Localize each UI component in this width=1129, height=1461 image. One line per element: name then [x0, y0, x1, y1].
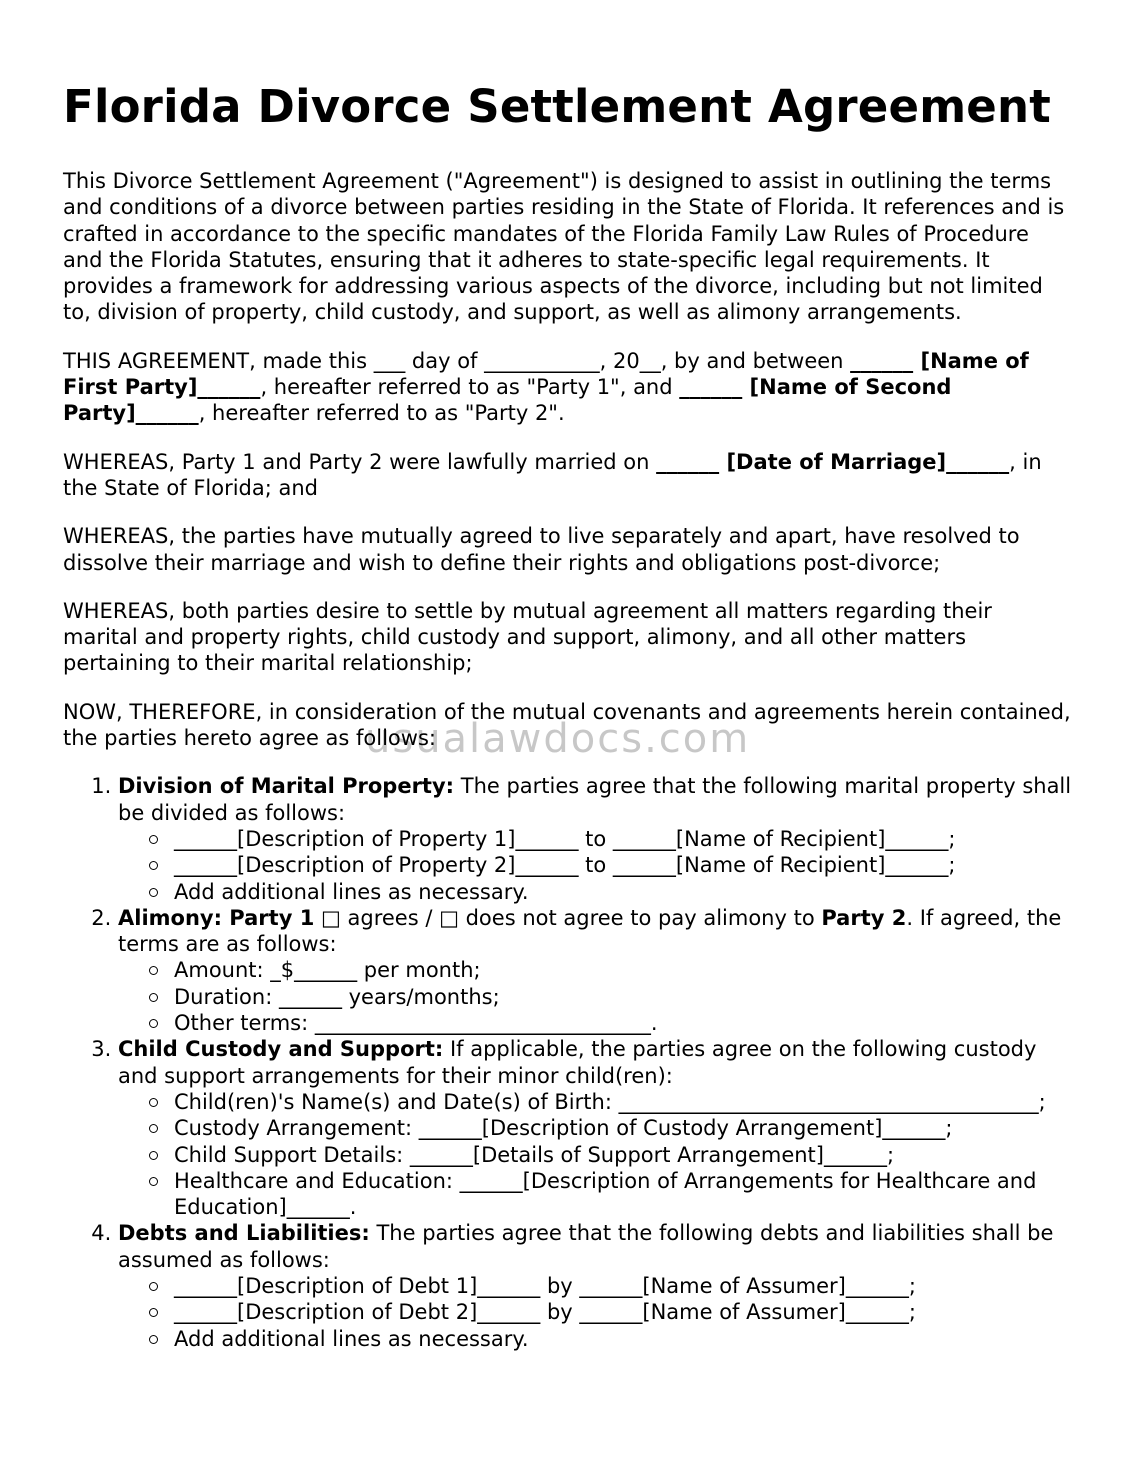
whereas-separate-paragraph: WHEREAS, the parties have mutually agreed to live separately and apart, have resolved to dissolve their marriage and wish to define their rights and obligations post-divorce;: [63, 524, 1020, 575]
section-heading: Division of Marital Property:: [118, 774, 455, 799]
whereas-married-text-2: , in the State of Florida; and: [63, 449, 1042, 500]
list-item: Add additional lines as necessary.: [174, 1326, 1073, 1352]
list-item: Child(ren)'s Name(s) and Date(s) of Birth: ________________________________________;: [174, 1089, 1073, 1115]
list-item: Custody Arrangement: ______[Description of Custody Arrangement]______;: [174, 1115, 1073, 1141]
whereas-married-text-1: WHEREAS, Party 1 and Party 2 were lawfully married on: [63, 449, 657, 474]
section-heading: Alimony: Party 1: [118, 905, 315, 930]
section-alimony: [118, 905, 1073, 1036]
party-2-label: Party 2: [821, 905, 907, 930]
custody-items: [118, 1089, 1073, 1220]
list-item: ______[Description of Property 1]______ to ______[Name of Recipient]______;: [174, 826, 1073, 852]
agreement-text-2: , hereafter referred to as "Party 1", and: [260, 375, 680, 400]
date-of-marriage-blank: ______ [Date of Marriage]______: [656, 449, 1010, 474]
whereas-settle-paragraph: WHEREAS, both parties desire to settle by mutual agreement all matters regarding their marital and property rights, child custody and support, alimony, and all other matters pertaining to their marital relationship;: [63, 598, 992, 676]
section-text: If applicable, the parties agree on the following custody and support arrangements for their minor child(ren):: [118, 1037, 1037, 1088]
alimony-items: [118, 957, 1073, 1036]
agreement-paragraph: [63, 348, 1073, 427]
document-title: Florida Divorce Settlement Agreement: [63, 80, 1051, 133]
section-text: The parties agree that the following debts and liabilities shall be assumed as follows:: [118, 1221, 1054, 1272]
section-text: The parties agree that the following marital property shall be divided as follows:: [118, 774, 1072, 825]
list-item: Other terms: ________________________________.: [174, 1010, 1073, 1036]
watermark: usualawdocs.com: [365, 716, 751, 762]
document-page: [63, 78, 1073, 1352]
second-party-blank: ______ [Name of Second Party]______: [63, 375, 952, 426]
list-item: Duration: ______ years/months;: [174, 984, 1073, 1010]
section-debts-liabilities: [118, 1220, 1073, 1351]
agreement-text-3: , hereafter referred to as "Party 2".: [198, 401, 565, 426]
first-party-blank: ______ [Name of First Party]______: [63, 348, 1029, 400]
list-item: Child Support Details: ______[Details of Support Arrangement]______;: [174, 1142, 1073, 1168]
list-item: ______[Description of Property 2]______ to ______[Name of Recipient]______;: [174, 852, 1073, 878]
section-text: □ agrees / □ does not agree to pay alimony to: [314, 905, 822, 930]
section-heading: Child Custody and Support:: [118, 1037, 444, 1062]
property-items: [118, 826, 1073, 905]
list-item: Add additional lines as necessary.: [174, 879, 1073, 905]
debt-items: [118, 1273, 1073, 1352]
section-child-custody: [118, 1036, 1073, 1220]
list-item: ______[Description of Debt 1]______ by ______[Name of Assumer]______;: [174, 1273, 1073, 1299]
list-item: ______[Description of Debt 2]______ by ______[Name of Assumer]______;: [174, 1299, 1073, 1325]
terms-list: [63, 773, 1073, 1352]
agreement-text-1: THIS AGREEMENT, made this ___ day of ___________, 20__, by and between: [63, 348, 851, 373]
whereas-married-paragraph: [63, 449, 1073, 502]
section-heading: Debts and Liabilities:: [118, 1221, 370, 1246]
now-therefore-paragraph: NOW, THEREFORE, in consideration of the mutual covenants and agreements herein contained, the parties hereto agree as follows:: [63, 699, 1071, 751]
section-text: . If agreed, the terms are as follows:: [118, 905, 1062, 957]
section-division-of-property: [118, 773, 1073, 904]
list-item: Healthcare and Education: ______[Description of Arrangements for Healthcare and Education]______.: [174, 1168, 1073, 1221]
intro-paragraph: This Divorce Settlement Agreement ("Agreement") is designed to assist in outlining the terms and conditions of a divorce between parties residing in the State of Florida. It references and is crafted in accordance to the specific mandates of the Florida Family Law Rules of Procedure and the Florida Statutes, ensuring that it adheres to state-specific legal requirements. It provides a framework for addressing various aspects of the divorce, including but not limited to, division of property, child custody, and support, as well as alimony arrangements.: [63, 169, 1065, 325]
list-item: Amount: _$______ per month;: [174, 957, 1073, 983]
